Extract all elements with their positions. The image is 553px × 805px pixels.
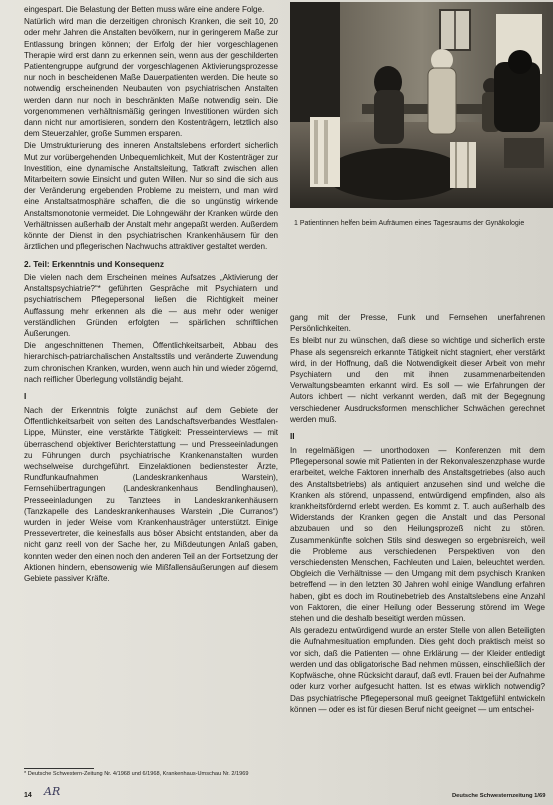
paragraph: Es bleibt nur zu wünschen, daß diese so wichtige und sicherlich erste Phase als segensreich erkannte Tätigkeit nicht stagniert, eher verstärkt wird, in der Hoffnung, daß die Notwendigkeit dieser Arbeit von mehr Psychiatern und den mit ihnen zusammenarbeitenden Verwaltungsbeamten erkannt wird. Es soll — wie Erfahrungen der Autors ichbert — nicht verkannt werden, daß mit der Begegnung verschiedener Ausdrucksformen menschlicher Schwächen gerechnet werden muß.	[290, 336, 545, 424]
left-text-column	[24, 4, 278, 585]
section-heading: 2. Teil: Erkenntnis und Konsequenz	[24, 259, 164, 270]
footnote-rule	[24, 768, 94, 769]
right-text-column	[290, 312, 545, 716]
photo-figure	[290, 2, 553, 208]
paragraph: Als geradezu entwürdigend wurde an erster Stelle von allen Beteiligten die Aufnahmesituation empfunden. Dies geht doch praktisch meist so vor sich, daß die Patienten — ohne Erklärung — der Kleider entledigt werden und das obligatorische Bad nehmen müssen, einschließlich der Kopfwäsche, ohne Rücksicht darauf, daß evtl. Frauen bei der Aufnahme oder kurz vorher aufgesucht hatten. Ist es etwas wirklich notwendig? Das psychiatrische Pflegepersonal muß geeignet Taktgefühl entwickeln können — oder es ist für diesen Beruf nicht geeignet — um entschei-	[290, 626, 545, 714]
handwritten-mark: AR	[44, 785, 61, 798]
paragraph: eingespart. Die Belastung der Betten muss wäre eine andere Folge.	[24, 5, 265, 14]
section-numeral: I	[24, 391, 27, 401]
paragraph: Die vielen nach dem Erscheinen meines Aufsatzes „Aktivierung der Anstaltspsychiatrie?“* geführten Gespräche mit Psychiatern und psychiatrischem Pflegepersonal ließen die Richtigkeit meiner Auffassung mehr erkennen als die — aus mehr oder weniger verständlichen Gründen erfolgten — spärlichen schriftlichen Äußerungen.	[24, 272, 278, 338]
journal-footer: Deutsche Schwesternzeitung 1/69	[452, 793, 546, 799]
paragraph: Die angeschnittenen Themen, Öffentlichkeitsarbeit, Abbau des hierarchisch-patriarchalischen Anstaltsstils und veränderte Zuwendung zum chronischen Kranken, wurden, wenn auch hin und wieder zögernd, nach reiflicher Überlegung vollständig bejaht.	[24, 341, 278, 384]
photo-illustration	[290, 2, 553, 208]
paragraph: In regelmäßigen — unorthodoxen — Konferenzen mit dem Pflegepersonal sowie mit Patienten in der Rekonvaleszenzphase wurde erarbeitet, welche Faktoren innerhalb des Anstaltsgetriebes (also auch des Anstaltsbetriebs) als antiquiert anzusehen sind und welche die Kranken als störend, unpassend, entwürdigend empfinden, also als krankheitsfördernd erlebt werden. Es kommt z. T. auch außerhalb des Widerstands der Kranken gegen die Anstalt und das Personal abzubauen und so den Heilungsprozeß nicht zu stören. Zusammenkünfte solchen Stils sind deswegen so ergebnisreich, weil die Probleme aus verschiedenen Perspektiven von den verschiedensten Menschen, Fachleuten und Laien, beleuchtet werden. Obgleich die Verhältnisse — den Umgang mit dem psychisch Kranken betreffend — in den letzten 30 Jahren wohl einige Wandlung erfahren haben, gibt es doch im Routinebetrieb des Anstaltslebens eine Anzahl von Faktoren, die einer Heilung oder Besserung störend im Wege stehen und die deshalb beseitigt werden müssen.	[290, 446, 545, 624]
figure-caption: 1 Patientinnen helfen beim Aufräumen eines Tagesraums der Gynäkologie	[294, 220, 525, 227]
paragraph: Natürlich wird man die derzeitigen chronisch Kranken, die seit 10, 20 oder mehr Jahren die Anstalten bevölkern, nur in geringerem Maße zur Entlassung bringen können; der Erfolg der hier vorgeschlagenen Therapie wird erst dann zu erkennen sein, wenn aus der geschilderten Patientengruppe aufgrund der vorgeschlagenen Aktivierungsprozesse nur noch in bescheidenen Maße Dauerpatienten werden. Die heute so notwendig erscheinenden Neubauten von psychiatrischen Anstalten werden dann nur noch in beschränkten Maße notwendig sein. Die vorgenommenen verhältnismäßig geringen Investitionen würden sich dann nicht nur amortisieren, sondern den Kostenträgern, letztlich also dem Steuerzahler, große Summen ersparen.	[24, 17, 278, 139]
page-number: 14	[24, 792, 32, 799]
paragraph: gang mit der Presse, Funk und Fernsehen unerfahrenen Persönlichkeiten.	[290, 313, 545, 334]
footnote: * Deutsche Schwestern-Zeitung Nr. 4/1968 und 6/1968, Krankenhaus-Umschau Nr. 2/1969	[24, 771, 249, 777]
section-numeral: II	[290, 431, 295, 442]
paragraph: Die Umstrukturierung des inneren Anstaltslebens erfordert sicherlich Mut zur vorübergehenden Unbequemlichkeit, Mut der Kostenträger zur Investition, eine dynamische Anstaltsleitung, Tatkraft zwischen allen Mitarbeitern sowie Einsicht und guten Willen. Nur so sind die sich aus der Veränderung ergebenden Probleme zu meistern, und man wird eine Anstaltsatmosphäre schaffen, die die so ungünstig wirkende Anstaltsmonotonie vermeidet. Die Lohngewähr der Kranken würde den Verhältnissen außerhalb der Anstalt mehr angepaßt werden. Außerdem könnte der Dienst in den psychiatrischen Krankenhäusern für den ärztlichen und pflegerischen Nachwuchs attraktiver gestaltet werden.	[24, 141, 278, 252]
paragraph: Nach der Erkenntnis folgte zunächst auf dem Gebiete der Öffentlichkeitsarbeit von seiten des Landschaftsverbandes Westfalen-Lippe, Münster, eine verstärkte Tätigkeit: Presseinterviews — mit überraschend objektiver Berichterstattung — und Presseeinladungen zu Führungen durch psychiatrische Krankenanstalten wurden wechselweise durchgeführt. Einzelaktionen bedienstester Ärzte, Rundfunkaufnahmen (Landeskrankenhaus Warstein), Fernsehübertragungen (Landeskrankenhaus Bendlinghausen), Presseeinladungen zu Tanztees in Landeskrankenhäusern (Tanzkapelle des Landeskrankenhauses Warstein „Die Curranos“) wurden in jeder Weise vom Krankenhausträger unterstützt. Einige Pressevertreter, die keinesfalls aus böser Absicht entstanden, aber da nicht ganz reell von der Sache her, zu Mißdeutungen Anlaß gaben, konnten weder den einen noch den anderen Teil an der Fortsetzung der Aktionen hindern, ebensowenig wie Mißfallensäußerungen auf diesem Gebiete passiver Kräfte.	[24, 406, 278, 584]
